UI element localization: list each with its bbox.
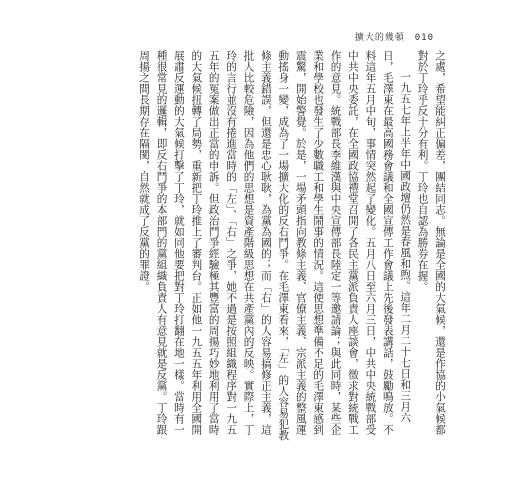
running-header [355,30,434,43]
paragraph: 一九五七年上半年中國政壇仍然是春風和煦。這年二月二十七日和三月六日，毛澤東在最高國務會議和全國宣傳工作會議上先後發表講話，鼓勵鳴放。不料這年五月中旬，事情突然起了變化。五月八日至六月三日，中共中央統戰部受中共中央委託，在全國政協禮堂召開了各民主黨派負責人座談會，徵求對統戰工作的意見。統戰部長李維漢與中央宣傳部長陸定一等邀請論；與此同時，某些企業和學校也發生了少數職工和學生鬧事的情況。這使思想準備不足的毛澤東感到震驚，開始警覺。於是，一場矛頭指向教條主義、官僚主義、宗派主義的整風運動搖身一變，成為了一場擴大化的反右鬥爭。在毛澤東看來，「左」的人容易犯教條主義錯誤，但還是忠心耿耿，為黨為國的；而「右」的人容易搞修正主義，這批人比較危險，因為他們的思想是資產階級思想在共產黨內的反映。實際上，丁玲的言行並沒有捲進當時的「左」、「右」之爭，她不過是按照組織程序對一九五五年的冤案做出正當的申訴。但政治鬥爭經驗極其豐富的周揚巧妙地利用了當時的大氣候扭轉了局勢，重新把丁玲推上了審判台。正如他一九五五年利用全國開展肅反運動的大氣候打擊了丁玲，就如同他要把對丁玲打翻在地一樣。當時有一種很常見的邏輯，即反右鬥爭的本部門的黨組織負責人有意見就是反黨。丁玲跟周揚之間長期存在隔閡，自然就成了反黨的罪證。 [138,50,412,441]
running-title: 擴大的幾頓 [354,33,405,43]
paragraph: 之處，希望能糾正偏差，團結同志。無論是全國的大氣候，還是作協的小氣候都對於丁玲乎反十分有利。丁玲也自認為勝券在握。 [416,50,446,435]
body-text [62,50,448,445]
page-number: 010 [414,33,434,43]
